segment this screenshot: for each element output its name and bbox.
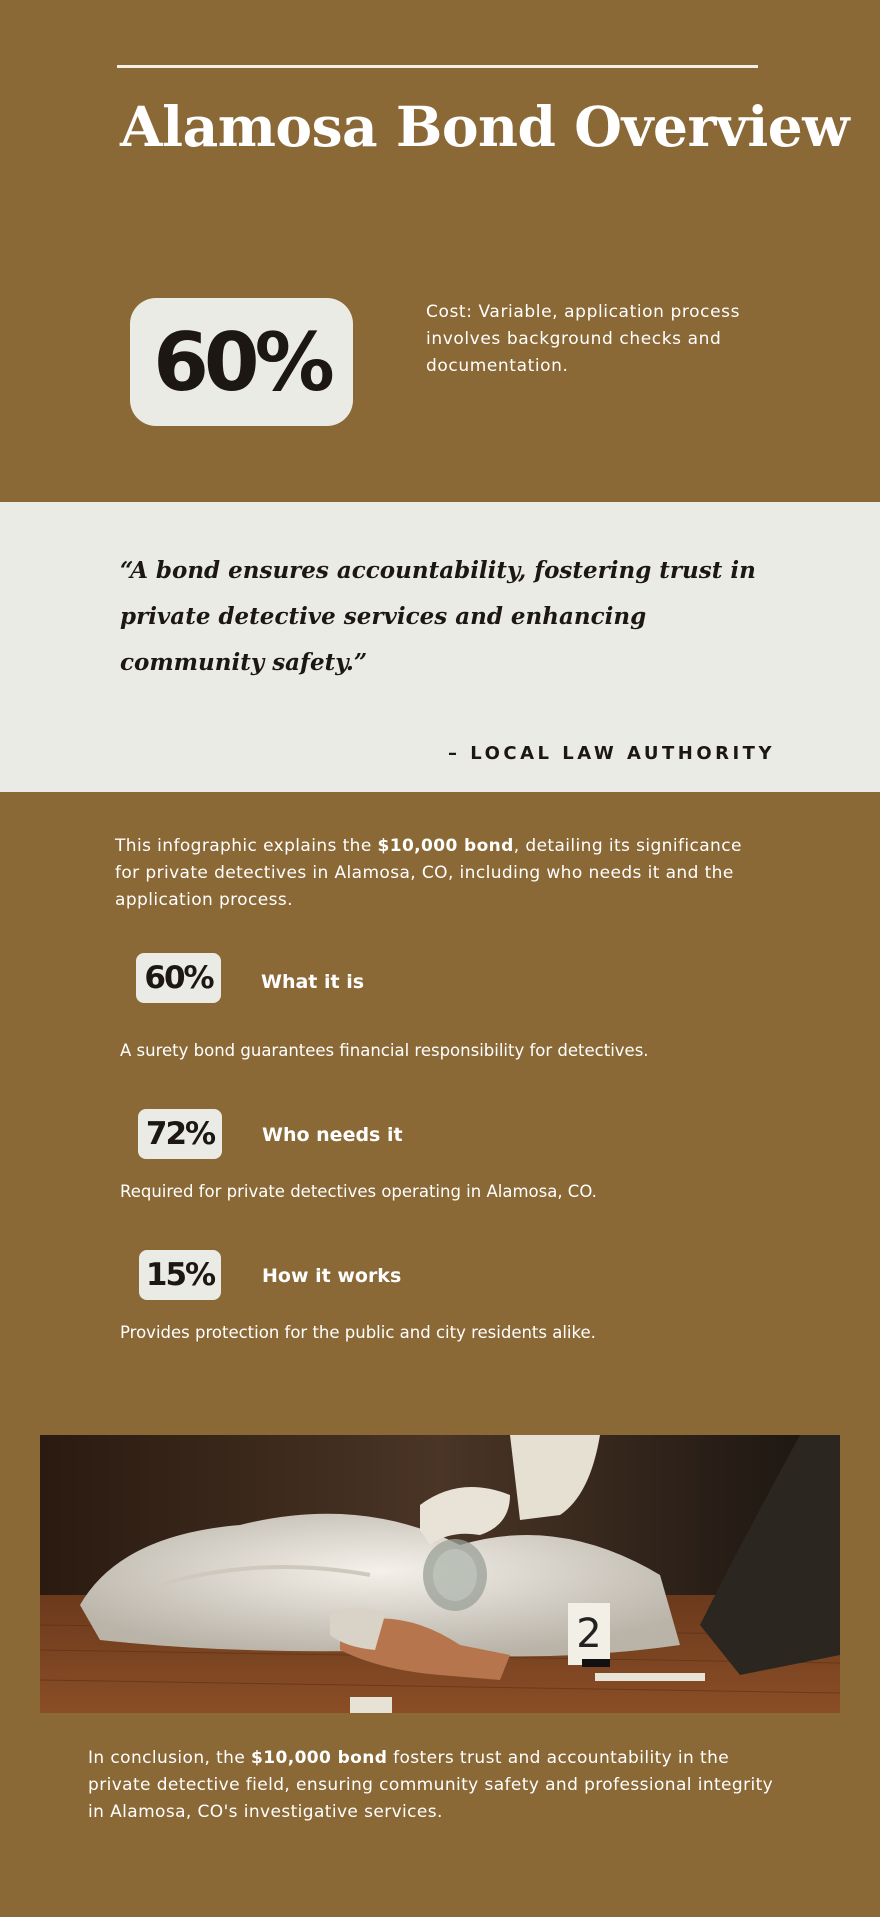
conclusion-paragraph [88, 1745, 788, 1826]
conclusion-bond-amount: $10,000 bond [251, 1748, 388, 1768]
intro-text-start: This infographic explains the [115, 836, 378, 856]
stat-value: 15% [145, 1257, 215, 1293]
stat-badge-who-needs-it [138, 1109, 222, 1159]
stat-badge-what-it-is [136, 953, 221, 1003]
stat-description-who-needs-it: Required for private detectives operating in Alamosa, CO. [120, 1182, 597, 1201]
stat-heading-who-needs-it: Who needs it [262, 1124, 403, 1146]
quote-attribution: – LOCAL LAW AUTHORITY [448, 743, 775, 764]
conclusion-text-end: fosters trust and accountability in the private detective field, ensuring community safety and professional integrity in Alamosa, CO's investigative services. [88, 1748, 774, 1822]
title-rule [117, 65, 758, 68]
crime-scene-photo [40, 1435, 840, 1713]
crime-scene-illustration [40, 1435, 840, 1713]
conclusion-text-start: In conclusion, the [88, 1748, 252, 1768]
stat-description-how-it-works: Provides protection for the public and city residents alike. [120, 1323, 596, 1342]
quote-text: “A bond ensures accountability, fostering trust in private detective services and enhancing community safety.” [120, 557, 756, 676]
hero-stat-value: 60% [153, 315, 330, 409]
intro-text-end: , detailing its significance for private detectives in Alamosa, CO, including who needs it and the application process. [115, 836, 742, 910]
stat-value: 60% [144, 960, 213, 996]
page-title: Alamosa Bond Overview [120, 94, 850, 159]
intro-bond-amount: $10,000 bond [377, 836, 514, 856]
stat-description-what-it-is: A surety bond guarantees financial responsibility for detectives. [120, 1041, 649, 1060]
cost-text: Cost: Variable, application process involves background checks and documentation. [426, 302, 741, 376]
hero-stat-badge [130, 298, 353, 426]
stat-heading-how-it-works: How it works [262, 1265, 402, 1287]
stat-badge-how-it-works [139, 1250, 221, 1300]
stat-value: 72% [145, 1116, 215, 1152]
evidence-marker-number: 2 [576, 1611, 602, 1657]
intro-paragraph [115, 833, 755, 914]
stat-heading-what-it-is: What it is [261, 971, 365, 993]
